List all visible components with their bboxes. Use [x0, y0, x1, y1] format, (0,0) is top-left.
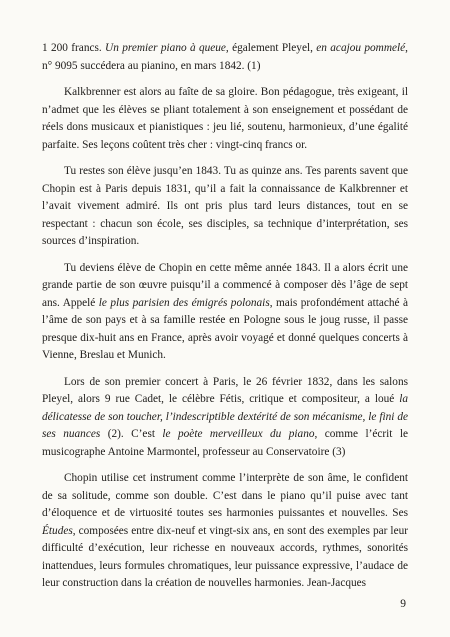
text-segment: , comme l’écrit le musicographe Antoine Marmontel, professeur au Conservatoire (3)	[42, 428, 408, 458]
text-segment: (2). C’est	[100, 428, 163, 440]
body-text	[42, 40, 408, 593]
paragraph	[42, 84, 408, 154]
text-segment: Chopin utilise cet instrument comme l’interprète de son âme, le confident de sa solitude, comme son double. C’est dans le piano qu’il puise avec tant d’éloquence et de virtuosité toutes ses harmonies puissantes et nouvelles. Ses	[42, 472, 408, 519]
italic-text-segment: le poète merveilleux du piano	[162, 428, 315, 440]
paragraph	[42, 163, 408, 251]
italic-text-segment: Un premier piano à queue,	[105, 42, 229, 54]
italic-text-segment: Études	[42, 524, 73, 537]
paragraph	[42, 40, 408, 75]
italic-text-segment: en acajou pommelé	[316, 42, 406, 54]
italic-text-segment: le plus parisien des émigrés polonais	[98, 296, 270, 309]
text-segment: , composées entre dix-neuf et vingt-six ans, en sont des exemples par leur difficulté d’exécution, leur richesse en nouveaux accords, rythmes, sonorités inattendues, leurs formules chromatiques, leur puissance expressive, l’audace de leur construction dans la création de nouvelles harmonies. Jean-Jacques	[42, 524, 408, 589]
paragraph	[42, 374, 408, 462]
text-segment: Tu restes son élève jusqu’en 1843. Tu as quinze ans. Tes parents savent que Chopin est à Paris depuis 1831, qu’il a fait la connaissance de Kalkbrenner et l’avait vivement admiré. Ils ont pris plus tard leurs distances, tout en se respectant : chacun son école, ses disciples, sa technique d’interprétation, ses sources d’inspiration.	[42, 165, 408, 247]
text-segment: Tu deviens élève de Chopin en cette même année 1843. Il a alors écrit une grande partie de son œuvre puisqu’il a commencé à composer dès l’âge de sept ans. Appelé	[42, 261, 408, 309]
text-segment: , n° 9095 succédera au pianino, en mars 1842. (1)	[42, 42, 408, 72]
text-segment: , mais profondément attaché à l’âme de son pays et à sa famille restée en Pologne sous le joug russe, il passe presque dix-huit ans en France, après avoir voyagé et donné quelques concerts à Vienne, Breslau et Munich.	[42, 296, 408, 361]
page-number: 9	[400, 598, 406, 610]
italic-text-segment: la délicatesse de son toucher, l’indescriptible dextérité de son mécanisme, le fini de ses nuances	[42, 393, 408, 440]
text-segment: également Pleyel,	[228, 42, 317, 54]
text-segment: 1 200 francs.	[42, 42, 106, 54]
paragraph	[42, 470, 408, 593]
text-segment: Lors de son premier concert à Paris, le 26 février 1832, dans les salons Pleyel, alors 9 rue Cadet, le célèbre Fétis, critique et compositeur, a loué	[42, 375, 408, 405]
text-segment: Kalkbrenner est alors au faîte de sa gloire. Bon pédagogue, très exigeant, il n’admet que les élèves se pliant totalement à son enseignement et possédant de réels dons musicaux et pianistiques : jeu lié, soutenu, harmonieux, d’une égalité parfaite. Ses leçons coûtent très cher : vingt-cinq francs or.	[42, 86, 408, 151]
paragraph	[42, 260, 408, 365]
